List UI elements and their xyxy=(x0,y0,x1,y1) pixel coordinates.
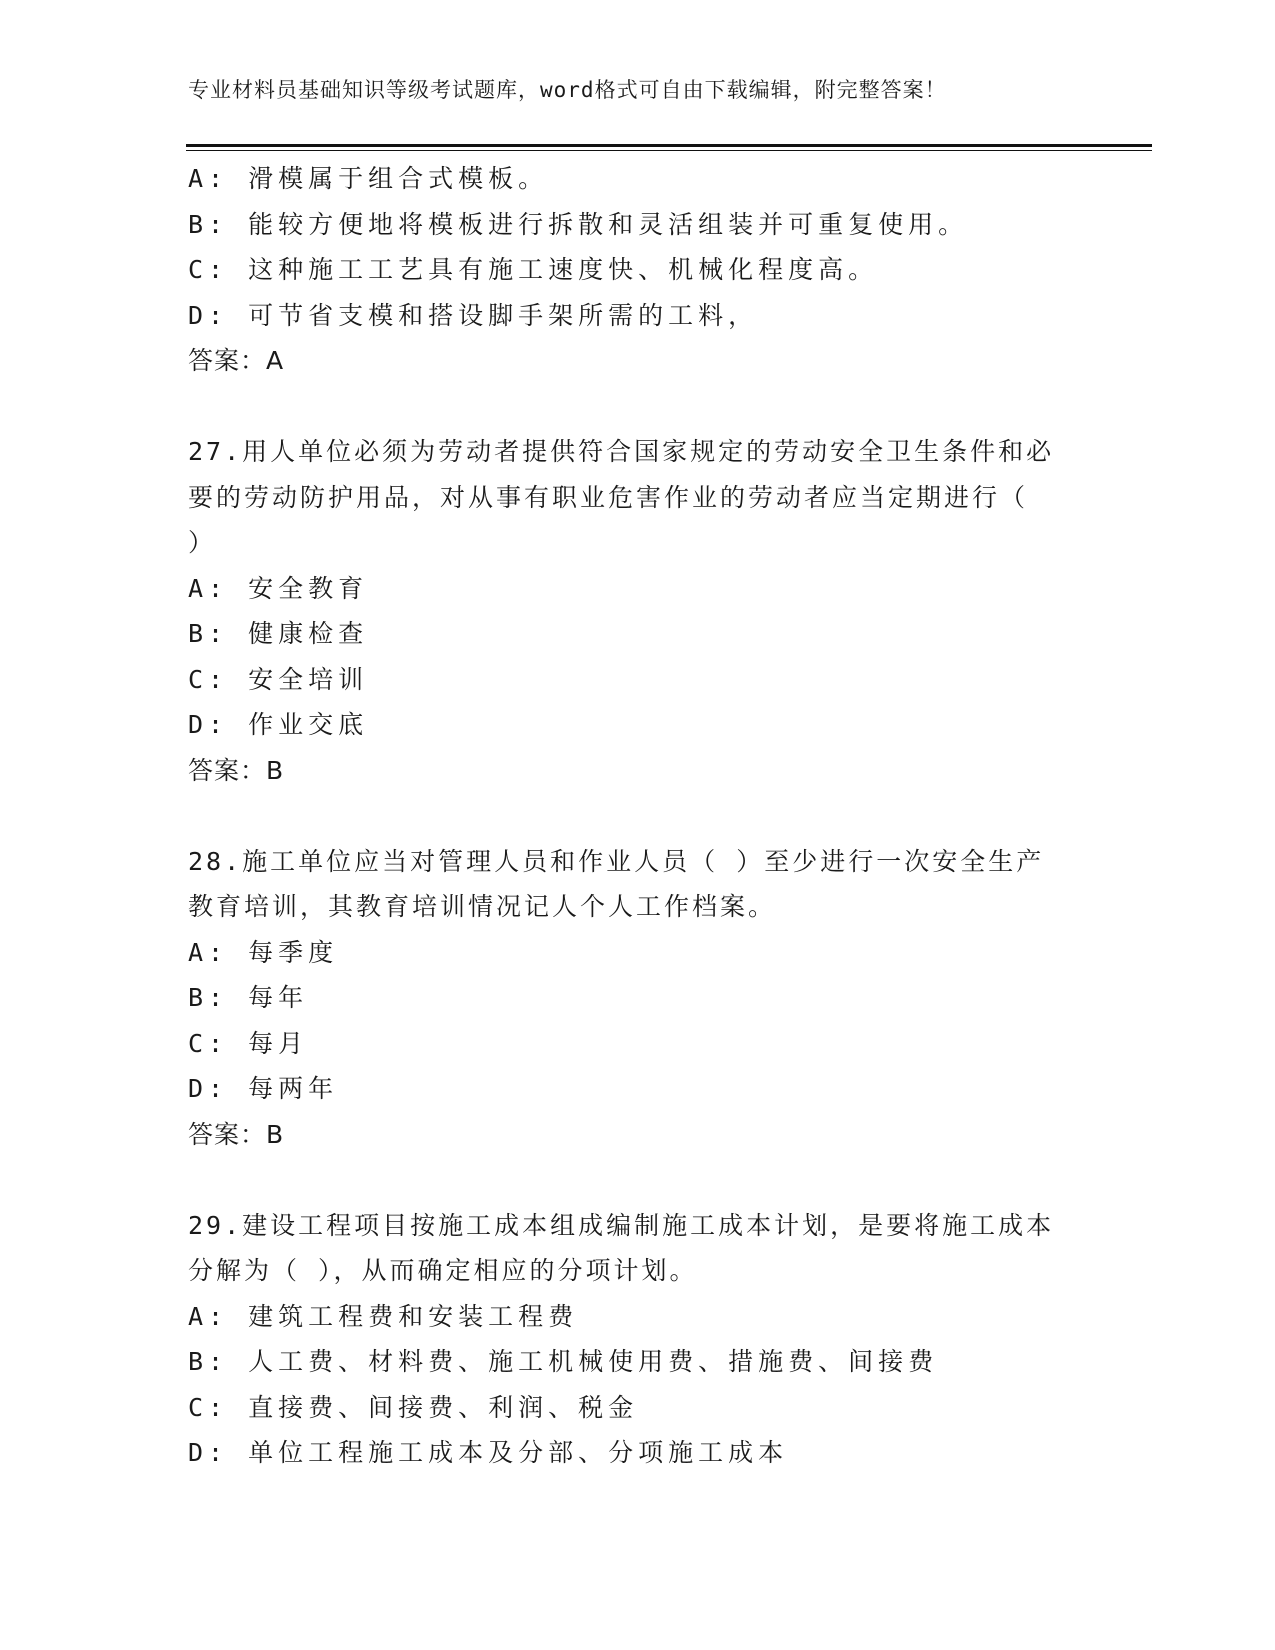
question-content xyxy=(188,156,1088,1476)
header-rule-thin xyxy=(186,150,1152,151)
option-c: C: 每月 xyxy=(188,1028,309,1058)
option-a: A: 每季度 xyxy=(188,937,339,967)
question-stem-line: 分解为（ ），从而确定相应的分项计划。 xyxy=(188,1256,698,1285)
question-stem-line: ） xyxy=(188,528,217,557)
question-stem-line: 教育培训，其教育培训情况记人个人工作档案。 xyxy=(188,892,777,921)
option-a: A: 安全教育 xyxy=(188,573,369,603)
option-d: D: 单位工程施工成本及分部、分项施工成本 xyxy=(188,1438,789,1467)
option-d: D: 作业交底 xyxy=(188,710,369,739)
question-26-continued xyxy=(188,156,1088,384)
option-c: C: 直接费、间接费、利润、税金 xyxy=(188,1392,639,1422)
option-b: B: 能较方便地将模板进行拆散和灵活组装并可重复使用。 xyxy=(188,209,969,239)
question-28 xyxy=(188,839,1088,1158)
option-b: B: 人工费、材料费、施工机械使用费、措施费、间接费 xyxy=(188,1347,939,1376)
answer-line: 答案：A xyxy=(188,346,285,375)
page-header: 专业材料员基础知识等级考试题库，word格式可自由下载编辑，附完整答案！ xyxy=(188,78,947,102)
question-stem-line: 29.建设工程项目按施工成本组成编制施工成本计划，是要将施工成本 xyxy=(188,1210,1055,1240)
option-b: B: 健康检查 xyxy=(188,619,369,648)
option-d: D: 每两年 xyxy=(188,1074,339,1103)
option-d: D: 可节省支模和搭设脚手架所需的工料， xyxy=(188,300,759,330)
question-stem-line: 要的劳动防护用品，对从事有职业危害作业的劳动者应当定期进行（ xyxy=(188,482,1029,512)
question-29 xyxy=(188,1203,1088,1476)
option-b: B: 每年 xyxy=(188,983,309,1012)
answer-line: 答案：B xyxy=(188,1119,285,1149)
question-stem-line: 27.用人单位必须为劳动者提供符合国家规定的劳动安全卫生条件和必 xyxy=(188,437,1055,466)
option-c: C: 安全培训 xyxy=(188,664,369,694)
answer-line: 答案：B xyxy=(188,755,285,785)
option-a: A: 建筑工程费和安装工程费 xyxy=(188,1301,579,1331)
option-c: C: 这种施工工艺具有施工速度快、机械化程度高。 xyxy=(188,255,879,284)
header-rule-thick xyxy=(186,144,1152,147)
option-a: A: 滑模属于组合式模板。 xyxy=(188,164,549,193)
question-27 xyxy=(188,429,1088,793)
question-stem-line: 28.施工单位应当对管理人员和作业人员（ ）至少进行一次安全生产 xyxy=(188,846,1045,876)
